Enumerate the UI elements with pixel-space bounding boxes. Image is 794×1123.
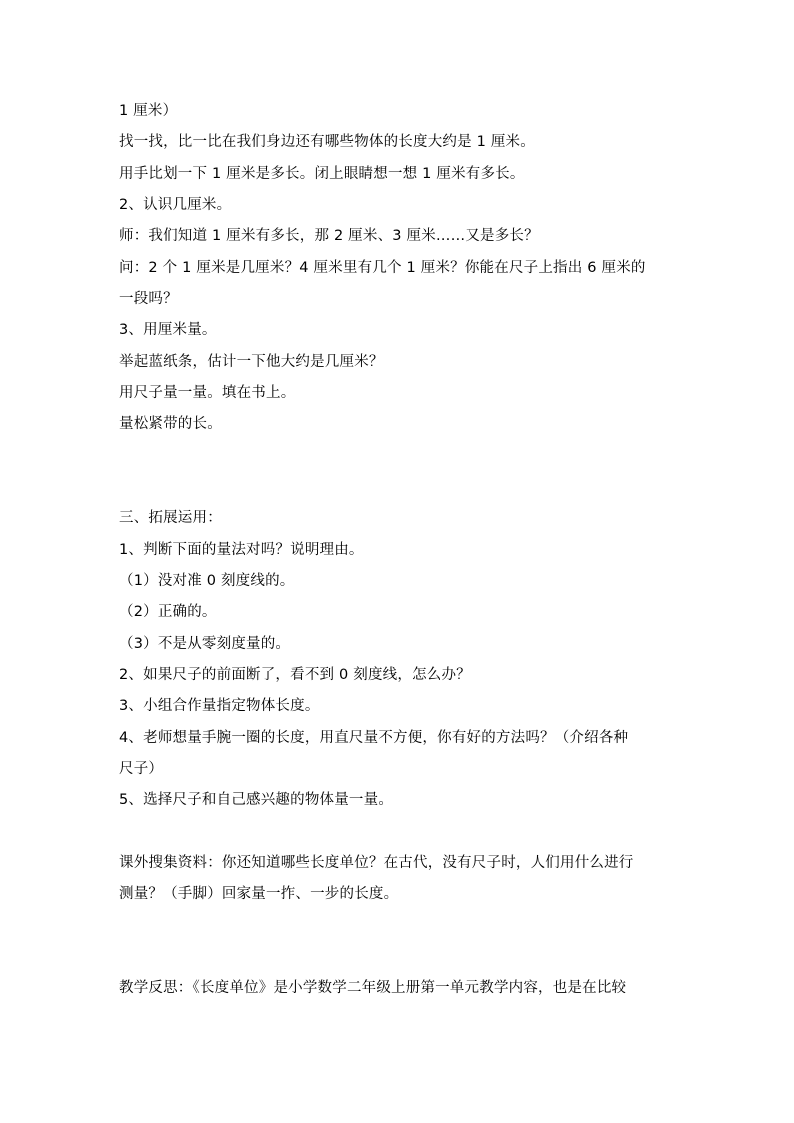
text-line: 问：2 个 1 厘米是几厘米？4 厘米里有几个 1 厘米？你能在尺子上指出 6 厘米的 bbox=[119, 260, 646, 276]
text-line: 师：我们知道 1 厘米有多长，那 2 厘米、3 厘米……又是多长？ bbox=[119, 228, 539, 244]
text-line: 量松紧带的长。 bbox=[119, 416, 222, 432]
text-line: 用尺子量一量。填在书上。 bbox=[119, 385, 296, 401]
text-line: 教学反思：《长度单位》是小学数学二年级上册第一单元教学内容，也是在比较 bbox=[119, 980, 627, 996]
section-heading: 三、拓展运用： bbox=[119, 510, 222, 526]
text-line: 2、认识几厘米。 bbox=[119, 197, 232, 213]
text-line: 1 厘米） bbox=[119, 103, 178, 119]
text-line: 举起蓝纸条，估计一下他大约是几厘米？ bbox=[119, 354, 384, 370]
text-line: 5、选择尺子和自己感兴趣的物体量一量。 bbox=[119, 792, 394, 808]
text-line: 1、判断下面的量法对吗？说明理由。 bbox=[119, 542, 364, 558]
text-line: 2、如果尺子的前面断了，看不到 0 刻度线，怎么办？ bbox=[119, 667, 471, 683]
text-line: 测量？（手脚）回家量一拃、一步的长度。 bbox=[119, 886, 399, 902]
text-line: （3）不是从零刻度量的。 bbox=[119, 636, 291, 652]
text-line: 一段吗？ bbox=[119, 291, 178, 307]
text-line: （1）没对准 0 刻度线的。 bbox=[119, 573, 295, 589]
text-line: 3、用厘米量。 bbox=[119, 322, 217, 338]
text-line: （2）正确的。 bbox=[119, 604, 217, 620]
text-line: 找一找，比一比在我们身边还有哪些物体的长度大约是 1 厘米。 bbox=[119, 134, 535, 150]
text-line: 尺子） bbox=[119, 761, 164, 777]
text-line: 用手比划一下 1 厘米是多长。闭上眼睛想一想 1 厘米有多长。 bbox=[119, 166, 525, 182]
text-line: 4、老师想量手腕一圈的长度，用直尺量不方便，你有好的方法吗？（介绍各种 bbox=[119, 730, 629, 746]
text-line: 3、小组合作量指定物体长度。 bbox=[119, 698, 320, 714]
text-line: 课外搜集资料：你还知道哪些长度单位？在古代，没有尺子时，人们用什么进行 bbox=[119, 855, 634, 871]
